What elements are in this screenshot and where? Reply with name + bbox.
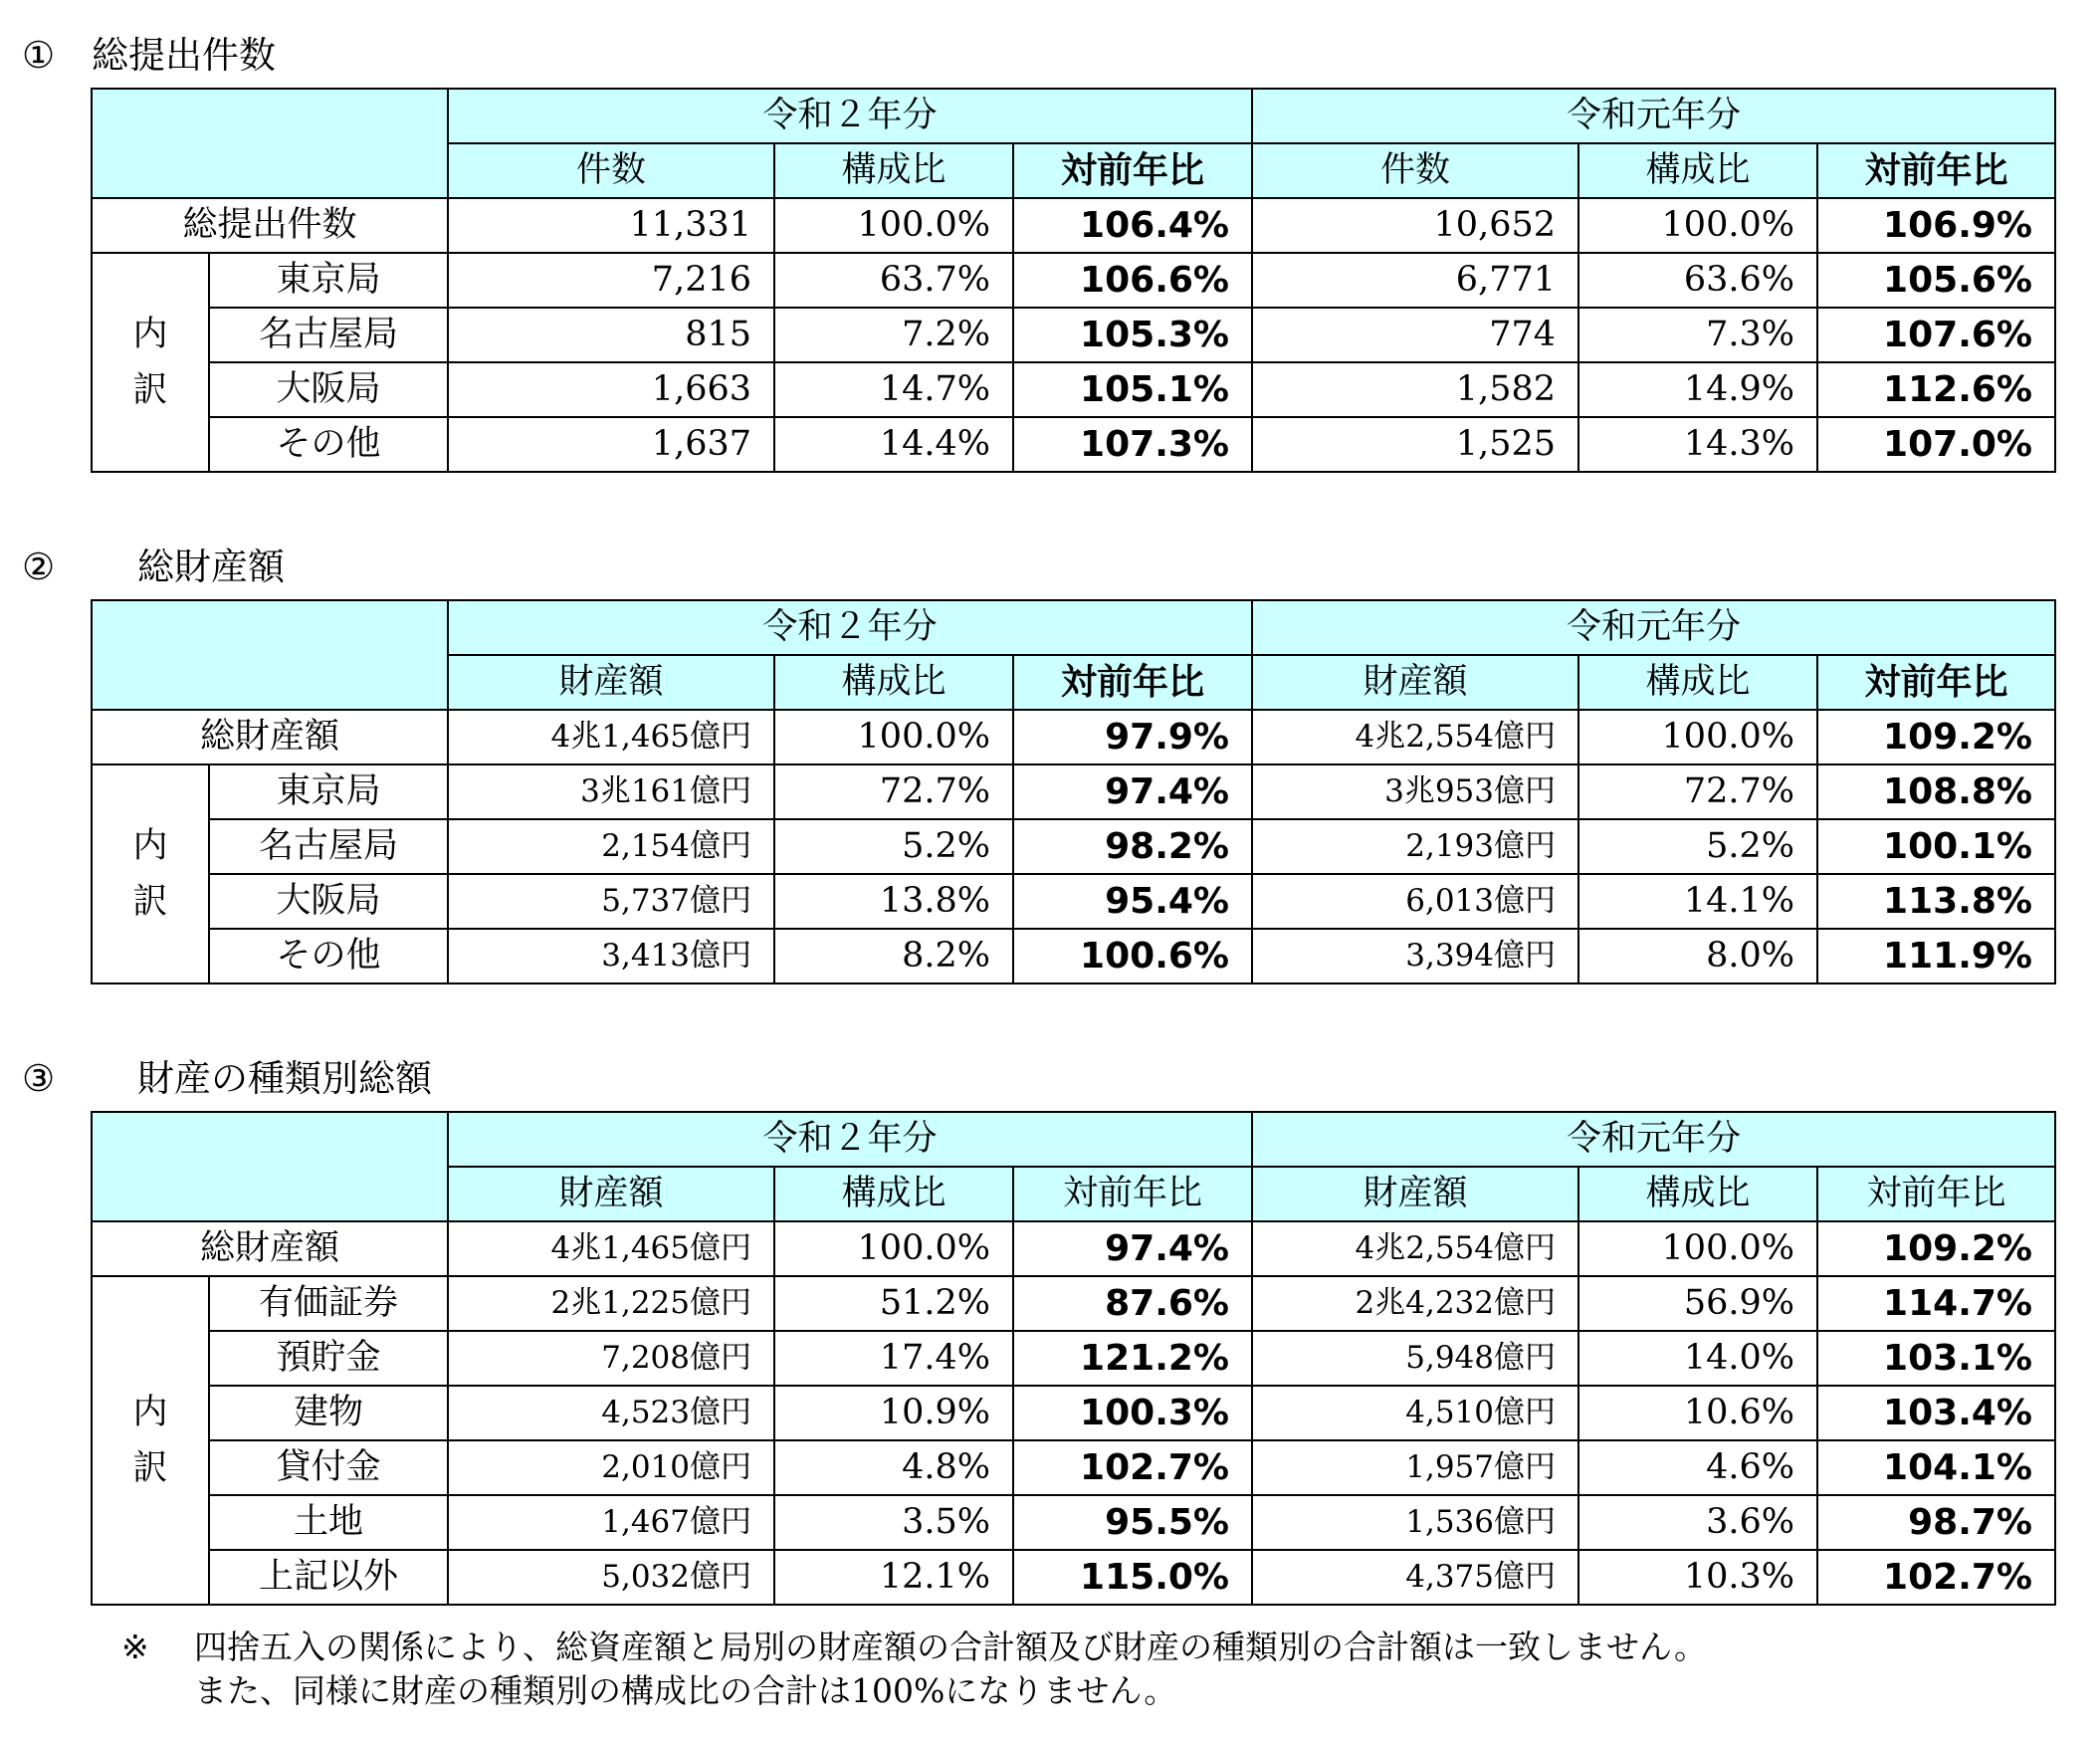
cell-r1-share: 100.0% <box>1578 1221 1817 1276</box>
row-label: 貸付金 <box>209 1440 448 1495</box>
cell-r2-yoy: 97.4% <box>1013 764 1252 819</box>
cell-r1-share: 14.3% <box>1578 417 1817 472</box>
cell-r1-share: 10.3% <box>1578 1550 1817 1605</box>
cell-r2-yoy: 107.3% <box>1013 417 1252 472</box>
header-value: 件数 <box>448 143 774 198</box>
cell-r2-share: 100.0% <box>774 710 1013 764</box>
cell-r1-yoy: 114.7% <box>1817 1276 2055 1331</box>
cell-r2-share: 4.8% <box>774 1440 1013 1495</box>
cell-r2-value: 1,467億円 <box>448 1495 774 1550</box>
table-row <box>92 1440 2055 1495</box>
cell-r1-value: 3兆953億円 <box>1252 764 1578 819</box>
cell-r2-yoy: 95.4% <box>1013 874 1252 929</box>
header-share: 構成比 <box>1578 1167 1817 1221</box>
header-value: 財産額 <box>1252 655 1578 710</box>
cell-r1-value: 4,510億円 <box>1252 1386 1578 1440</box>
header-year-r1: 令和元年分 <box>1252 1112 2055 1167</box>
table-row <box>92 417 2055 472</box>
cell-r2-value: 1,637 <box>448 417 774 472</box>
row-label: 総財産額 <box>92 710 448 764</box>
header-share: 構成比 <box>1578 655 1817 710</box>
cell-r2-share: 7.2% <box>774 308 1013 362</box>
footnote-mark: ※ <box>121 1628 149 1666</box>
header-share: 構成比 <box>1578 143 1817 198</box>
cell-r1-yoy: 103.4% <box>1817 1386 2055 1440</box>
table-row-total <box>92 710 2055 764</box>
table-row-total <box>92 1221 2055 1276</box>
cell-r2-share: 13.8% <box>774 874 1013 929</box>
cell-r1-share: 4.6% <box>1578 1440 1817 1495</box>
table-row <box>92 874 2055 929</box>
cell-r1-share: 56.9% <box>1578 1276 1817 1331</box>
cell-r1-share: 14.9% <box>1578 362 1817 417</box>
cell-r2-yoy: 115.0% <box>1013 1550 1252 1605</box>
cell-r1-value: 1,582 <box>1252 362 1578 417</box>
header-year-r1: 令和元年分 <box>1252 600 2055 655</box>
cell-r2-yoy: 97.9% <box>1013 710 1252 764</box>
table-row <box>92 308 2055 362</box>
cell-r1-yoy: 112.6% <box>1817 362 2055 417</box>
section-title-2 <box>22 545 285 589</box>
cell-r2-value: 11,331 <box>448 198 774 253</box>
header-value: 件数 <box>1252 143 1578 198</box>
cell-r1-value: 774 <box>1252 308 1578 362</box>
table-row <box>92 1331 2055 1386</box>
row-label: 総財産額 <box>92 1221 448 1276</box>
cell-r2-value: 2兆1,225億円 <box>448 1276 774 1331</box>
cell-r2-value: 7,208億円 <box>448 1331 774 1386</box>
cell-r2-share: 5.2% <box>774 819 1013 874</box>
row-label: 建物 <box>209 1386 448 1440</box>
cell-r2-value: 5,032億円 <box>448 1550 774 1605</box>
cell-r2-share: 3.5% <box>774 1495 1013 1550</box>
cell-r2-yoy: 121.2% <box>1013 1331 1252 1386</box>
section-title-text: 総提出件数 <box>92 34 276 77</box>
breakdown-label <box>92 253 209 472</box>
row-label: 東京局 <box>209 253 448 308</box>
cell-r2-yoy: 87.6% <box>1013 1276 1252 1331</box>
row-label: 総提出件数 <box>92 198 448 253</box>
header-corner <box>92 89 448 198</box>
header-corner <box>92 1112 448 1221</box>
cell-r2-value: 4兆1,465億円 <box>448 1221 774 1276</box>
header-share: 構成比 <box>774 1167 1013 1221</box>
table-row <box>92 929 2055 983</box>
table-row-total <box>92 198 2055 253</box>
row-label: 東京局 <box>209 764 448 819</box>
header-yoy: 対前年比 <box>1817 655 2055 710</box>
section-title-text: 財産の種類別総額 <box>137 1057 432 1100</box>
header-value: 財産額 <box>1252 1167 1578 1221</box>
cell-r1-share: 7.3% <box>1578 308 1817 362</box>
cell-r1-share: 72.7% <box>1578 764 1817 819</box>
header-yoy: 対前年比 <box>1013 1167 1252 1221</box>
cell-r1-share: 14.1% <box>1578 874 1817 929</box>
footnote-text-1: 四捨五入の関係により、総資産額と局別の財産額の合計額及び財産の種類別の合計額は一致しません。 <box>194 1628 1707 1666</box>
cell-r1-value: 4兆2,554億円 <box>1252 1221 1578 1276</box>
row-label: 大阪局 <box>209 874 448 929</box>
breakdown-label <box>92 1276 209 1605</box>
cell-r1-yoy: 100.1% <box>1817 819 2055 874</box>
row-label: その他 <box>209 929 448 983</box>
cell-r1-share: 10.6% <box>1578 1386 1817 1440</box>
header-year-r2: 令和２年分 <box>448 89 1252 143</box>
cell-r1-yoy: 105.6% <box>1817 253 2055 308</box>
cell-r2-yoy: 95.5% <box>1013 1495 1252 1550</box>
row-label: 預貯金 <box>209 1331 448 1386</box>
cell-r2-value: 7,216 <box>448 253 774 308</box>
cell-r1-yoy: 107.6% <box>1817 308 2055 362</box>
cell-r2-yoy: 105.3% <box>1013 308 1252 362</box>
cell-r2-value: 5,737億円 <box>448 874 774 929</box>
table-row <box>92 1550 2055 1605</box>
cell-r2-yoy: 100.3% <box>1013 1386 1252 1440</box>
cell-r1-yoy: 111.9% <box>1817 929 2055 983</box>
cell-r2-yoy: 106.6% <box>1013 253 1252 308</box>
header-value: 財産額 <box>448 655 774 710</box>
cell-r1-yoy: 109.2% <box>1817 1221 2055 1276</box>
breakdown-label <box>92 764 209 983</box>
header-share: 構成比 <box>774 143 1013 198</box>
cell-r2-value: 3兆161億円 <box>448 764 774 819</box>
cell-r1-share: 8.0% <box>1578 929 1817 983</box>
cell-r2-share: 51.2% <box>774 1276 1013 1331</box>
row-label: 名古屋局 <box>209 308 448 362</box>
cell-r2-share: 72.7% <box>774 764 1013 819</box>
footnote-line-1 <box>121 1626 1707 1669</box>
cell-r1-value: 3,394億円 <box>1252 929 1578 983</box>
section-number: ③ <box>22 1057 56 1100</box>
cell-r2-value: 4兆1,465億円 <box>448 710 774 764</box>
cell-r2-value: 3,413億円 <box>448 929 774 983</box>
breakdown-label-text: 内訳 <box>132 315 168 410</box>
cell-r1-share: 5.2% <box>1578 819 1817 874</box>
row-label: 名古屋局 <box>209 819 448 874</box>
cell-r1-yoy: 106.9% <box>1817 198 2055 253</box>
cell-r2-yoy: 102.7% <box>1013 1440 1252 1495</box>
cell-r1-value: 6,771 <box>1252 253 1578 308</box>
breakdown-label-text: 内訳 <box>132 826 168 922</box>
section-number: ① <box>22 34 56 77</box>
row-label: その他 <box>209 417 448 472</box>
row-label: 上記以外 <box>209 1550 448 1605</box>
table-row <box>92 1386 2055 1440</box>
cell-r1-value: 6,013億円 <box>1252 874 1578 929</box>
cell-r1-yoy: 107.0% <box>1817 417 2055 472</box>
cell-r2-value: 2,010億円 <box>448 1440 774 1495</box>
header-share: 構成比 <box>774 655 1013 710</box>
row-label: 有価証券 <box>209 1276 448 1331</box>
header-yoy: 対前年比 <box>1817 1167 2055 1221</box>
header-year-r2: 令和２年分 <box>448 600 1252 655</box>
header-yoy: 対前年比 <box>1817 143 2055 198</box>
header-corner <box>92 600 448 710</box>
section-title-1 <box>22 34 276 78</box>
header-year-r2: 令和２年分 <box>448 1112 1252 1167</box>
cell-r2-share: 63.7% <box>774 253 1013 308</box>
cell-r1-value: 5,948億円 <box>1252 1331 1578 1386</box>
table-row <box>92 1495 2055 1550</box>
row-label: 土地 <box>209 1495 448 1550</box>
footnote-text-2: また、同様に財産の種類別の構成比の合計は100%になりません。 <box>194 1671 1177 1710</box>
cell-r1-yoy: 104.1% <box>1817 1440 2055 1495</box>
header-value: 財産額 <box>448 1167 774 1221</box>
cell-r2-share: 100.0% <box>774 198 1013 253</box>
table-row <box>92 253 2055 308</box>
cell-r2-yoy: 106.4% <box>1013 198 1252 253</box>
section-title-text: 総財産額 <box>137 545 285 588</box>
cell-r1-share: 3.6% <box>1578 1495 1817 1550</box>
row-label: 大阪局 <box>209 362 448 417</box>
cell-r2-yoy: 98.2% <box>1013 819 1252 874</box>
cell-r1-yoy: 103.1% <box>1817 1331 2055 1386</box>
cell-r1-yoy: 109.2% <box>1817 710 2055 764</box>
cell-r2-share: 8.2% <box>774 929 1013 983</box>
cell-r1-yoy: 108.8% <box>1817 764 2055 819</box>
cell-r1-share: 100.0% <box>1578 198 1817 253</box>
header-yoy: 対前年比 <box>1013 655 1252 710</box>
cell-r2-value: 1,663 <box>448 362 774 417</box>
footnote-line-2 <box>121 1669 1707 1713</box>
section-title-3 <box>22 1057 432 1101</box>
cell-r1-value: 1,525 <box>1252 417 1578 472</box>
footnote <box>121 1626 1707 1713</box>
table-total-assets <box>91 599 2056 984</box>
cell-r2-yoy: 97.4% <box>1013 1221 1252 1276</box>
table-asset-types <box>91 1111 2056 1606</box>
cell-r1-yoy: 98.7% <box>1817 1495 2055 1550</box>
cell-r1-share: 100.0% <box>1578 710 1817 764</box>
cell-r1-value: 4,375億円 <box>1252 1550 1578 1605</box>
breakdown-label-text: 内訳 <box>132 1393 168 1488</box>
cell-r2-yoy: 105.1% <box>1013 362 1252 417</box>
table-row <box>92 1276 2055 1331</box>
cell-r2-share: 17.4% <box>774 1331 1013 1386</box>
cell-r2-share: 10.9% <box>774 1386 1013 1440</box>
cell-r1-value: 2,193億円 <box>1252 819 1578 874</box>
cell-r1-value: 10,652 <box>1252 198 1578 253</box>
table-submissions <box>91 88 2056 473</box>
cell-r1-value: 4兆2,554億円 <box>1252 710 1578 764</box>
cell-r1-value: 1,957億円 <box>1252 1440 1578 1495</box>
cell-r2-value: 815 <box>448 308 774 362</box>
cell-r2-share: 100.0% <box>774 1221 1013 1276</box>
cell-r2-yoy: 100.6% <box>1013 929 1252 983</box>
cell-r2-value: 4,523億円 <box>448 1386 774 1440</box>
cell-r1-yoy: 102.7% <box>1817 1550 2055 1605</box>
cell-r1-value: 2兆4,232億円 <box>1252 1276 1578 1331</box>
cell-r2-value: 2,154億円 <box>448 819 774 874</box>
cell-r1-share: 14.0% <box>1578 1331 1817 1386</box>
cell-r1-yoy: 113.8% <box>1817 874 2055 929</box>
cell-r1-share: 63.6% <box>1578 253 1817 308</box>
table-row <box>92 764 2055 819</box>
table-row <box>92 819 2055 874</box>
header-yoy: 対前年比 <box>1013 143 1252 198</box>
cell-r1-value: 1,536億円 <box>1252 1495 1578 1550</box>
cell-r2-share: 12.1% <box>774 1550 1013 1605</box>
header-year-r1: 令和元年分 <box>1252 89 2055 143</box>
cell-r2-share: 14.4% <box>774 417 1013 472</box>
section-number: ② <box>22 545 56 588</box>
table-row <box>92 362 2055 417</box>
cell-r2-share: 14.7% <box>774 362 1013 417</box>
